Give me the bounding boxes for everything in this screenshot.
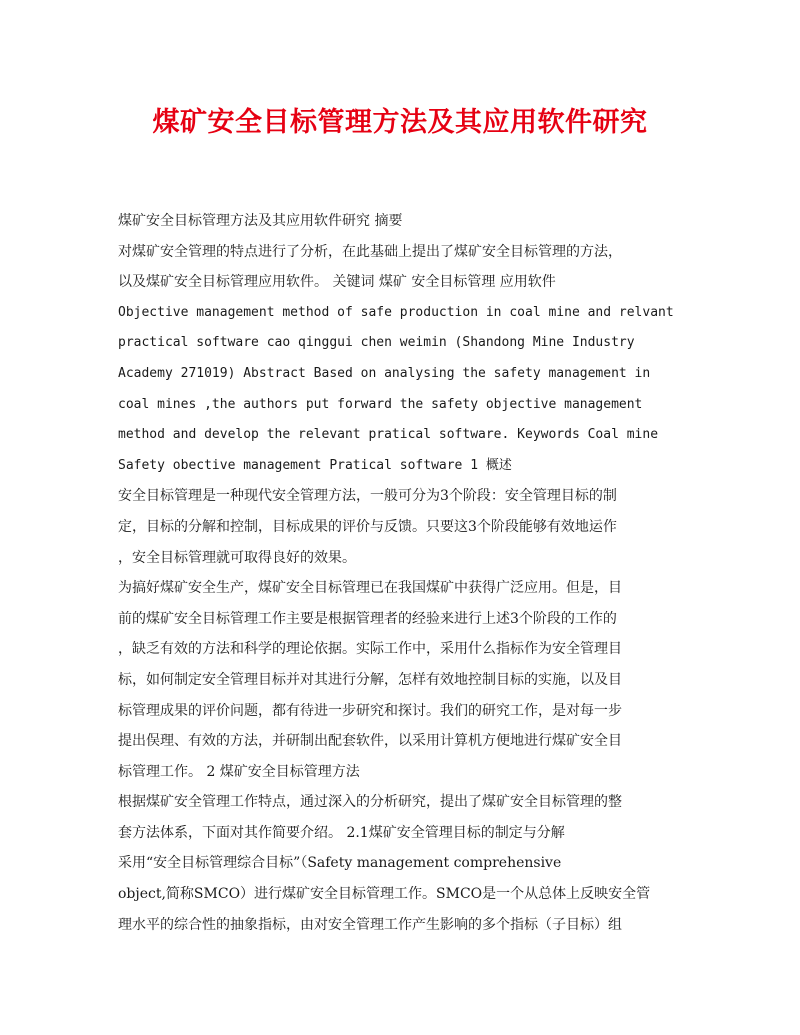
body-line: ，安全目标管理就可取得良好的效果。 [118, 549, 356, 566]
body-line-english: Objective management method of safe production in coal mine and relvant [118, 304, 674, 320]
document-title: 煤矿安全目标管理方法及其应用软件研究 [152, 107, 648, 138]
body-line-english: Academy 271019) Abstract Based on analysing the safety management in [118, 365, 651, 381]
body-line: 标，如何制定安全管理目标并对其进行分解，怎样有效地控制目标的实施，以及目 [118, 671, 622, 688]
document-body [118, 206, 688, 940]
body-line: 安全目标管理是一种现代安全管理方法，一般可分为3个阶段：安全管理目标的制 [118, 488, 617, 505]
body-line: 定，目标的分解和控制，目标成果的评价与反馈。只要这3个阶段能够有效地运作 [118, 518, 617, 535]
body-line: 理水平的综合性的抽象指标，由对安全管理工作产生影响的多个指标（子目标）组 [118, 916, 622, 933]
body-line-english: method and develop the relevant pratical software. Keywords Coal mine [118, 427, 659, 443]
body-line-abstract-heading: 煤矿安全目标管理方法及其应用软件研究 摘要 [118, 213, 403, 229]
body-line-english: coal mines ,the authors put forward the safety objective management [118, 396, 643, 412]
body-line-english: practical software cao qinggui chen weimin (Shandong Mine Industry [118, 335, 635, 351]
body-line: 提出俣理、有效的方法，并研制出配套软件，以采用计算机方便地进行煤矿安全目 [118, 733, 622, 750]
body-line: ，缺乏有效的方法和科学的理论依据。实际工作中，采用什么指标作为安全管理目 [118, 641, 622, 658]
body-line: 前的煤矿安全目标管理工作主要是根据管理者的经验来进行上述3个阶段的工作的 [118, 610, 617, 627]
body-line: 采用“安全目标管理综合目标”（Safety management comprehensive [118, 855, 562, 872]
body-line: 为搞好煤矿安全生产，煤矿安全目标管理已在我国煤矿中获得广泛应用。但是，目 [118, 580, 622, 597]
body-line-subsection-heading: 套方法体系，下面对其作简要介绍。 2.1煤矿安全管理目标的制定与分解 [118, 824, 565, 841]
body-line: 根据煤矿安全管理工作特点，通过深入的分析研究，提出了煤矿安全目标管理的整 [118, 794, 622, 811]
body-line: 标管理成果的评价问题，都有待进一步研究和探讨。我们的研究工作，是对每一步 [118, 702, 622, 719]
body-line-section-heading: 标管理工作。 2 煤矿安全目标管理方法 [118, 763, 360, 780]
body-line-english: Safety obective management Pratical software 1 概述 [118, 457, 512, 473]
body-line-keywords: 以及煤矿安全目标管理应用软件。 关键词 煤矿 安全目标管理 应用软件 [118, 274, 556, 291]
body-line: 对煤矿安全管理的特点进行了分析，在此基础上提出了煤矿安全目标管理的方法， [118, 243, 622, 260]
body-line: object,简称SMCO）进行煤矿安全目标管理工作。SMCO是一个从总体上反映安全管 [118, 886, 651, 903]
